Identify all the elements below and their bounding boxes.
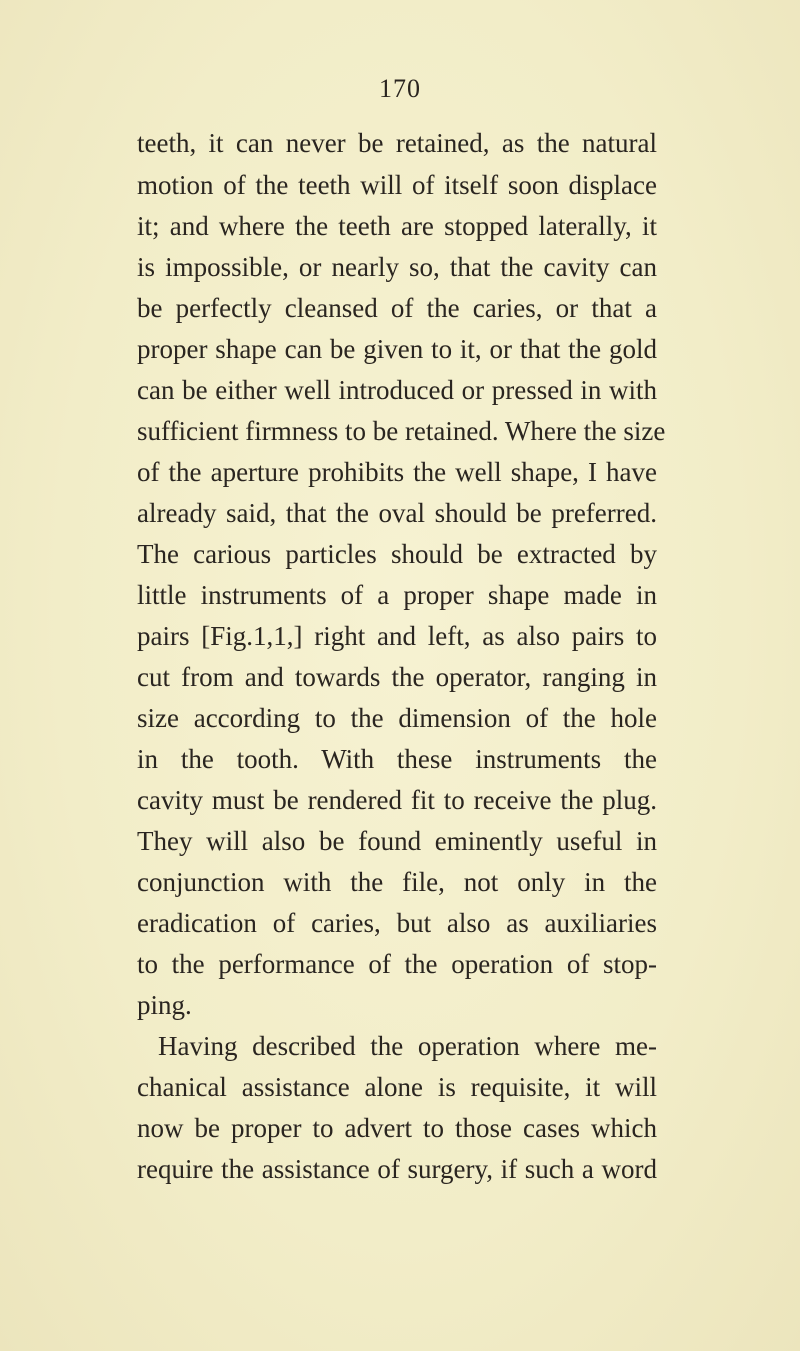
text-line: pairs [Fig.1,1,] right and left, as also pairs to [137, 621, 657, 651]
text-line: chanical assistance alone is requisite, it will [137, 1072, 657, 1102]
text-line: cavity must be rendered fit to receive the plug. [137, 785, 657, 815]
text-line: sufficient firmness to be retained. Where the size [137, 416, 666, 446]
text-line: The carious particles should be extracted by [137, 539, 657, 569]
text-line: proper shape can be given to it, or that the gold [137, 334, 657, 364]
text-line: motion of the teeth will of itself soon displace [137, 170, 657, 200]
text-line: can be either well introduced or pressed in with [137, 375, 657, 405]
text-line: be perfectly cleansed of the caries, or that a [137, 293, 657, 323]
text-line: is impossible, or nearly so, that the cavity can [137, 252, 657, 282]
text-line: in the tooth. With these instruments the [137, 744, 657, 774]
text-line: it; and where the teeth are stopped laterally, it [137, 211, 657, 241]
text-line: cut from and towards the operator, ranging in [137, 662, 657, 692]
text-line: to the performance of the operation of stop- [137, 949, 657, 979]
text-line: little instruments of a proper shape made in [137, 580, 657, 610]
text-line: ping. [137, 990, 192, 1020]
text-line: require the assistance of surgery, if such a word [137, 1154, 657, 1184]
text-line: eradication of caries, but also as auxiliaries [137, 908, 657, 938]
text-line: of the aperture prohibits the well shape, I have [137, 457, 657, 487]
text-line: teeth, it can never be retained, as the natural [137, 128, 657, 158]
page-number: 170 [379, 74, 421, 103]
text-line: Having described the operation where me- [158, 1031, 657, 1061]
text-line: conjunction with the file, not only in the [137, 867, 657, 897]
text-line: already said, that the oval should be preferred. [137, 498, 657, 528]
text-line: now be proper to advert to those cases which [137, 1113, 657, 1143]
text-line: size according to the dimension of the hole [137, 703, 657, 733]
text-line: They will also be found eminently useful in [137, 826, 657, 856]
